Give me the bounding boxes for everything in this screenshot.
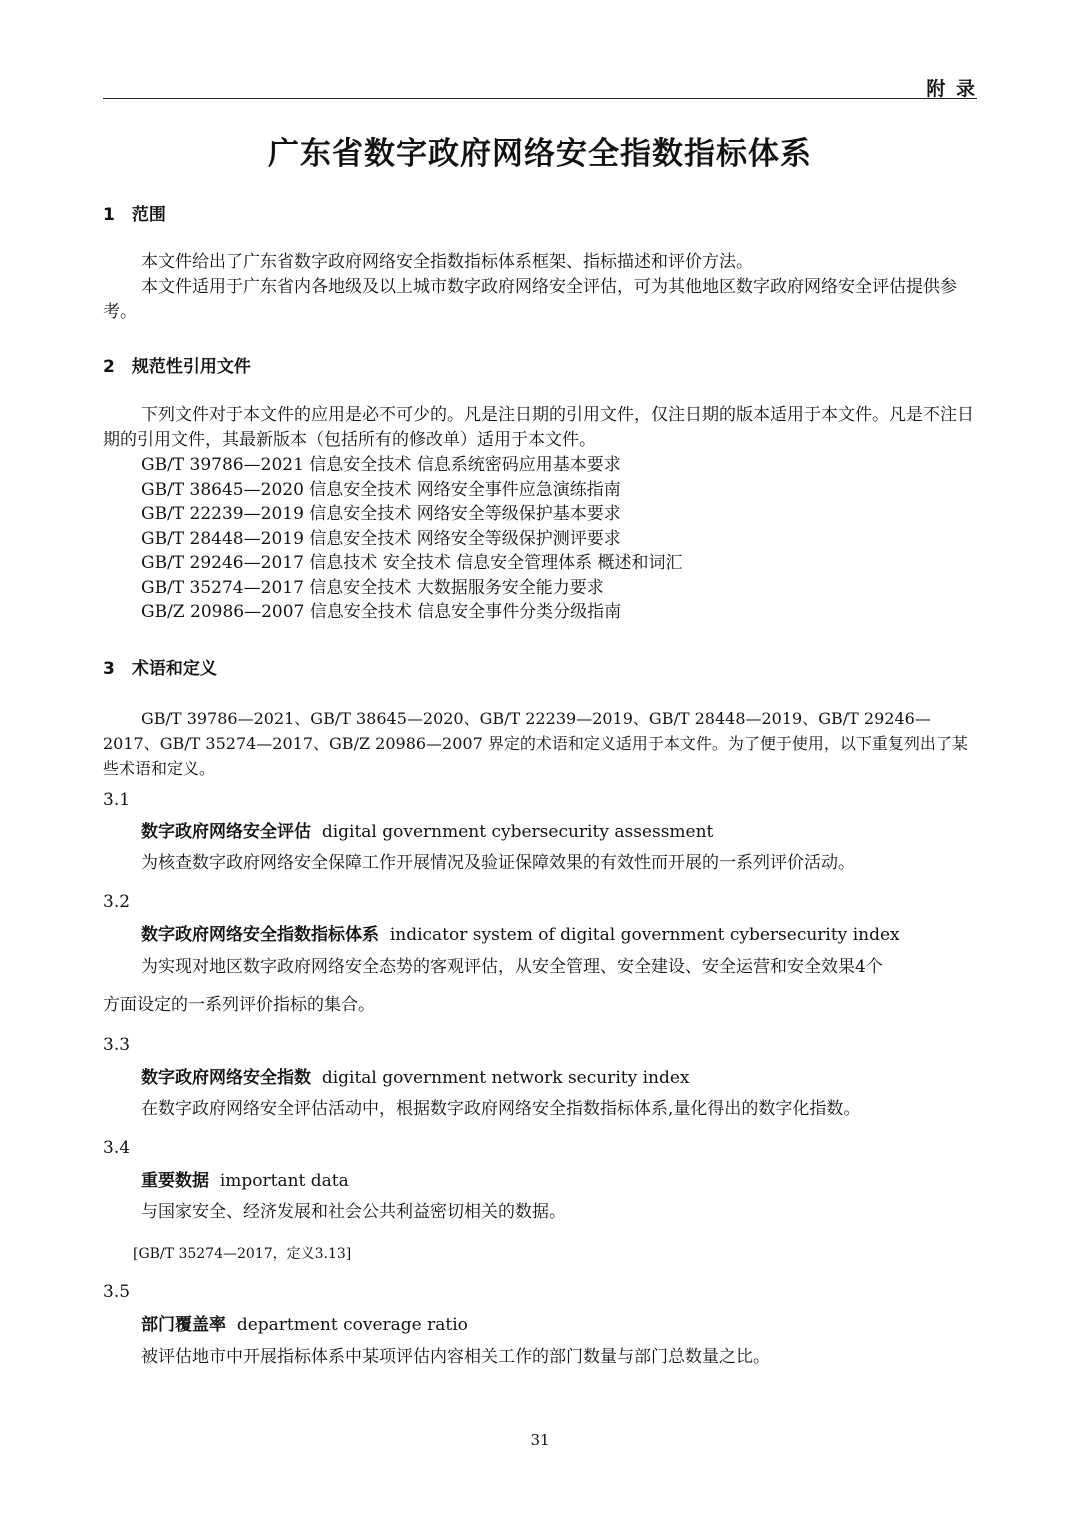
term-number: 3.2 — [103, 892, 131, 912]
term-title — [141, 820, 713, 845]
term-en: indicator system of digital government cybersecurity index — [389, 925, 900, 945]
header-divider — [103, 98, 977, 99]
section-1-para-2: 本文件适用于广东省内各地级及以上城市数字政府网络安全评估，可为其他地区数字政府网络安全评估提供参考。 — [103, 277, 957, 322]
reference-item: GB/T 38645—2020 信息安全技术 网络安全事件应急演练指南 — [141, 480, 621, 500]
section-3-intro: GB/T 39786—2021、GB/T 38645—2020、GB/T 22239—2019、GB/T 28448—2019、GB/T 29246—2017、GB/T 35274—2017、GB/Z 20986—2007 界定的术语和定义适用于本文件。为了便于使用，以下重复列出了某些术语和定义。 — [103, 709, 968, 778]
term-zh: 重要数据 — [141, 1171, 209, 1191]
term-number: 3.1 — [103, 790, 131, 810]
term-title — [141, 1169, 349, 1194]
term-en: digital government cybersecurity assessment — [321, 822, 714, 842]
section-2-heading: 2 规范性引用文件 — [103, 357, 251, 377]
term-definition-continued: 方面设定的一系列评价指标的集合。 — [103, 995, 375, 1015]
section-1-heading: 1 范围 — [103, 205, 166, 225]
term-number: 3.3 — [103, 1035, 131, 1055]
reference-item: GB/Z 20986—2007 信息安全技术 信息安全事件分类分级指南 — [141, 602, 622, 622]
reference-item: GB/T 22239—2019 信息安全技术 网络安全等级保护基本要求 — [141, 504, 621, 524]
term-zh: 数字政府网络安全指数 — [141, 1068, 311, 1088]
document-title: 广东省数字政府网络安全指数指标体系 — [268, 136, 812, 172]
term-title — [141, 923, 900, 948]
term-definition: 为实现对地区数字政府网络安全态势的客观评估，从安全管理、安全建设、安全运营和安全效果4个 — [141, 957, 883, 977]
term-zh: 数字政府网络安全指数指标体系 — [141, 925, 379, 945]
term-definition: 在数字政府网络安全评估活动中，根据数字政府网络安全指数指标体系,量化得出的数字化指数。 — [141, 1099, 861, 1119]
page-number: 31 — [530, 1431, 550, 1449]
term-definition: 为核查数字政府网络安全保障工作开展情况及验证保障效果的有效性而开展的一系列评价活动。 — [141, 853, 855, 873]
reference-item: GB/T 29246—2017 信息技术 安全技术 信息安全管理体系 概述和词汇 — [141, 553, 683, 573]
section-3-heading: 3 术语和定义 — [103, 659, 217, 679]
term-title — [141, 1066, 690, 1091]
section-2-intro: 下列文件对于本文件的应用是必不可少的。凡是注日期的引用文件，仅注日期的版本适用于本文件。凡是不注日期的引用文件，其最新版本（包括所有的修改单）适用于本文件。 — [103, 405, 974, 450]
term-number: 3.5 — [103, 1282, 131, 1302]
term-definition: 被评估地市中开展指标体系中某项评估内容相关工作的部门数量与部门总数量之比。 — [141, 1347, 770, 1367]
term-en: important data — [219, 1171, 349, 1191]
term-en: digital government network security index — [321, 1068, 690, 1088]
term-number: 3.4 — [103, 1138, 131, 1158]
reference-item: GB/T 28448—2019 信息安全技术 网络安全等级保护测评要求 — [141, 529, 621, 549]
header-label: 附 录 — [926, 78, 977, 100]
term-definition: 与国家安全、经济发展和社会公共利益密切相关的数据。 — [141, 1202, 566, 1222]
term-zh: 部门覆盖率 — [141, 1315, 226, 1335]
reference-item: GB/T 39786—2021 信息安全技术 信息系统密码应用基本要求 — [141, 455, 621, 475]
term-title — [141, 1313, 468, 1338]
reference-item: GB/T 35274—2017 信息安全技术 大数据服务安全能力要求 — [141, 578, 604, 598]
section-1-para-1: 本文件给出了广东省数字政府网络安全指数指标体系框架、指标描述和评价方法。 — [141, 252, 753, 272]
term-en: department coverage ratio — [236, 1315, 468, 1335]
term-source-note: [GB/T 35274—2017，定义3.13] — [133, 1246, 352, 1262]
term-zh: 数字政府网络安全评估 — [141, 822, 311, 842]
